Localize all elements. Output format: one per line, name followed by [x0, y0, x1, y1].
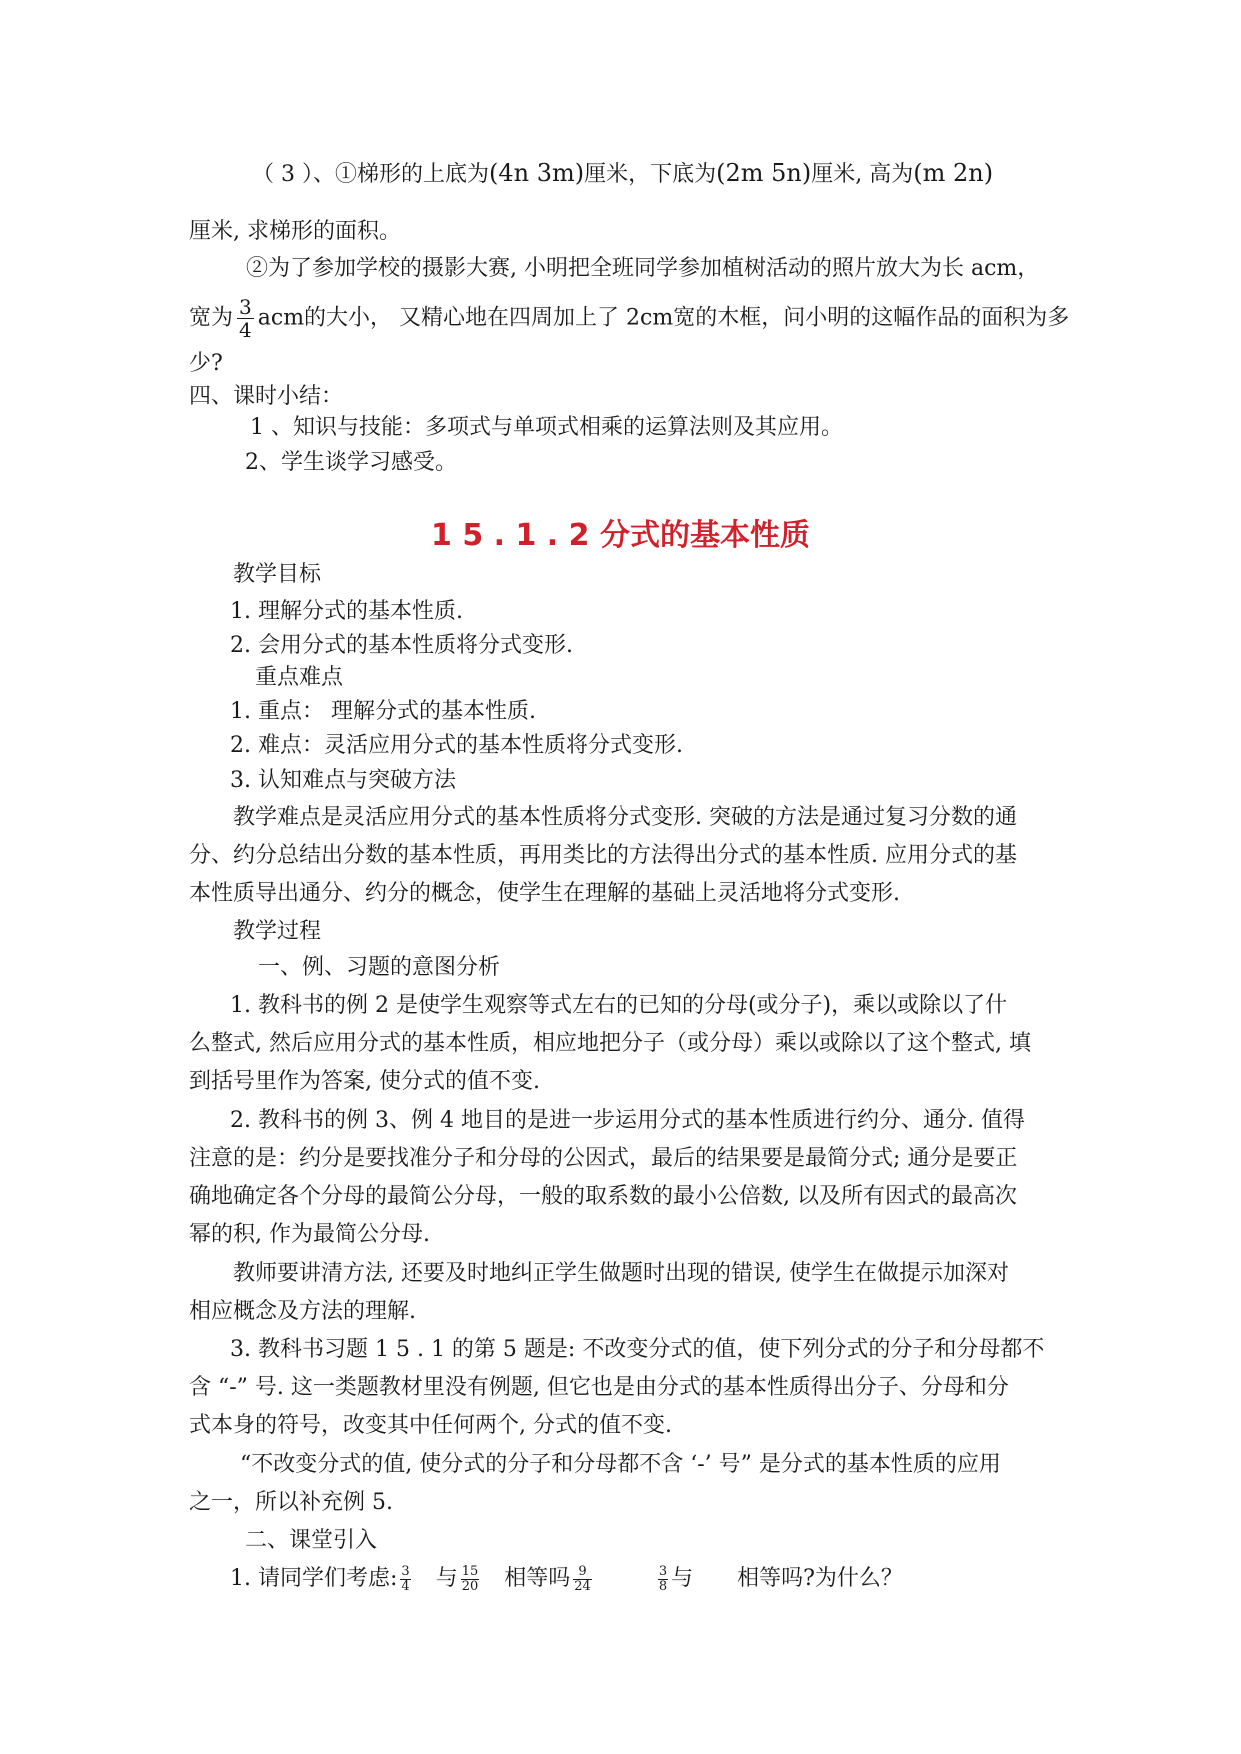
p5-line2: 之一，所以补充例 5.	[189, 1490, 393, 1515]
fraction-numerator: 15	[461, 1563, 479, 1579]
p2-line2: 注意的是：约分是要找准分子和分母的公因式，最后的结果要是最简分式; 通分是要正	[189, 1146, 1018, 1171]
question-1-text-e: 相等吗?为什么？	[737, 1566, 903, 1591]
process-heading: 教学过程	[233, 919, 322, 944]
p3-line2: 相应概念及方法的理解.	[189, 1299, 416, 1324]
q3b-line3: 少?	[189, 351, 223, 376]
question-1-text-a: 1. 请同学们考虑:	[230, 1566, 398, 1591]
subsection-1: 一、例、习题的意图分析	[258, 955, 501, 980]
p2-line3: 确地确定各个分母的最简公分母，一般的取系数的最小公倍数, 以及所有因式的最高次	[189, 1184, 1017, 1209]
fraction-numerator: 3	[239, 295, 252, 319]
p1-line3: 到括号里作为答案, 使分式的值不变.	[189, 1069, 540, 1094]
fraction-numerator: 3	[401, 1563, 410, 1579]
question-1-text-b: 与	[435, 1566, 458, 1591]
summary-item-2: 2、学生谈学习感受。	[245, 450, 457, 475]
question-1	[230, 1564, 903, 1594]
fraction-denominator: 8	[658, 1578, 668, 1594]
p4-line1: 3. 教科书习题 1 5 . 1 的第 5 题是: 不改变分式的值，使下列分式的分子和分母都不	[230, 1337, 1045, 1362]
para1-line3: 本性质导出通分、约分的概念，使学生在理解的基础上灵活地将分式变形.	[189, 881, 900, 906]
p4-line3: 式本身的符号，改变其中任何两个, 分式的值不变.	[189, 1413, 672, 1438]
fraction-3-8	[658, 1565, 668, 1594]
section-title: 1 5 . 1 . 2 分式的基本性质	[431, 518, 810, 553]
p1-line1: 1. 教科书的例 2 是使学生观察等式左右的已知的分母(或分子)，乘以或除以了什	[230, 993, 1008, 1018]
q3-expr-top-base: (4n 3m)	[488, 159, 585, 187]
fraction-3-4	[400, 1565, 410, 1594]
subsection-2: 二、课堂引入	[245, 1528, 378, 1553]
summary-heading: 四、课时小结：	[189, 384, 344, 409]
question-1-text-d: 与	[671, 1566, 694, 1591]
q3b-line2-text-a: 宽为	[189, 305, 234, 331]
q3-line2: 厘米, 求梯形的面积。	[189, 219, 401, 244]
q3b-line2-text-b: acm的大小， 又精心地在四周加上了 2cm宽的木框，问小明的这幅作品的面积为多	[257, 305, 1070, 331]
fraction-denominator: 20	[461, 1578, 479, 1594]
q3-line1	[252, 158, 993, 190]
q3-expr-bottom-base: (2m 5n)	[716, 159, 812, 187]
q3-expr-height: (m 2n)	[913, 159, 994, 187]
fraction-denominator: 24	[574, 1578, 591, 1594]
key-point-2: 2. 难点：灵活应用分式的基本性质将分式变形.	[230, 733, 683, 758]
q3-line1-text-c: 厘米, 高为	[811, 162, 914, 187]
fraction-numerator: 3	[658, 1563, 668, 1579]
key-point-1: 1. 重点： 理解分式的基本性质.	[230, 699, 536, 724]
goal-1: 1. 理解分式的基本性质.	[230, 599, 463, 624]
para1-line2: 分、约分总结出分数的基本性质，再用类比的方法得出分式的基本性质. 应用分式的基	[189, 843, 1017, 868]
fraction-15-20	[461, 1565, 480, 1594]
summary-item-1: 1 、知识与技能：多项式与单项式相乘的运算法则及其应用。	[250, 415, 843, 440]
key-heading: 重点难点	[255, 665, 344, 690]
p2-line1: 2. 教科书的例 3、例 4 地目的是进一步运用分式的基本性质进行约分、通分. 值得	[230, 1108, 1025, 1133]
fraction-numerator: 9	[573, 1565, 592, 1580]
question-1-text-c: 相等吗	[504, 1566, 571, 1591]
p4-line2: 含 “-” 号. 这一类题教材里没有例题, 但它也是由分式的基本性质得出分子、分母和分	[189, 1375, 1009, 1400]
p1-line2: 么整式, 然后应用分式的基本性质，相应地把分子（或分母）乘以或除以了这个整式, 填	[189, 1031, 1031, 1056]
q3b-line1: ②为了参加学校的摄影大赛, 小明把全班同学参加植树活动的照片放大为长 acm，	[246, 256, 1040, 281]
p3-line1: 教师要讲清方法, 还要及时地纠正学生做题时出现的错误, 使学生在做提示加深对	[233, 1261, 1009, 1286]
goals-heading: 教学目标	[233, 562, 322, 587]
fraction-denominator: 4	[401, 1578, 410, 1594]
fraction-denominator: 4	[239, 318, 252, 342]
q3-line1-text-b: 厘米，下底为	[584, 162, 717, 187]
goal-2: 2. 会用分式的基本性质将分式变形.	[230, 633, 573, 658]
q3b-line2	[189, 296, 1069, 341]
key-point-3: 3. 认知难点与突破方法	[230, 768, 456, 793]
para1-line1: 教学难点是灵活应用分式的基本性质将分式变形. 突破的方法是通过复习分数的通	[233, 805, 1017, 830]
fraction-three-quarters	[237, 296, 254, 341]
p5-line1: “不改变分式的值, 使分式的分子和分母都不含 ‘-’ 号” 是分式的基本性质的应用	[240, 1452, 1001, 1477]
p2-line4: 幂的积, 作为最简公分母.	[189, 1222, 430, 1247]
fraction-9-24	[573, 1565, 592, 1594]
q3-line1-text-a: （ 3 ）、①梯形的上底为	[252, 162, 489, 187]
